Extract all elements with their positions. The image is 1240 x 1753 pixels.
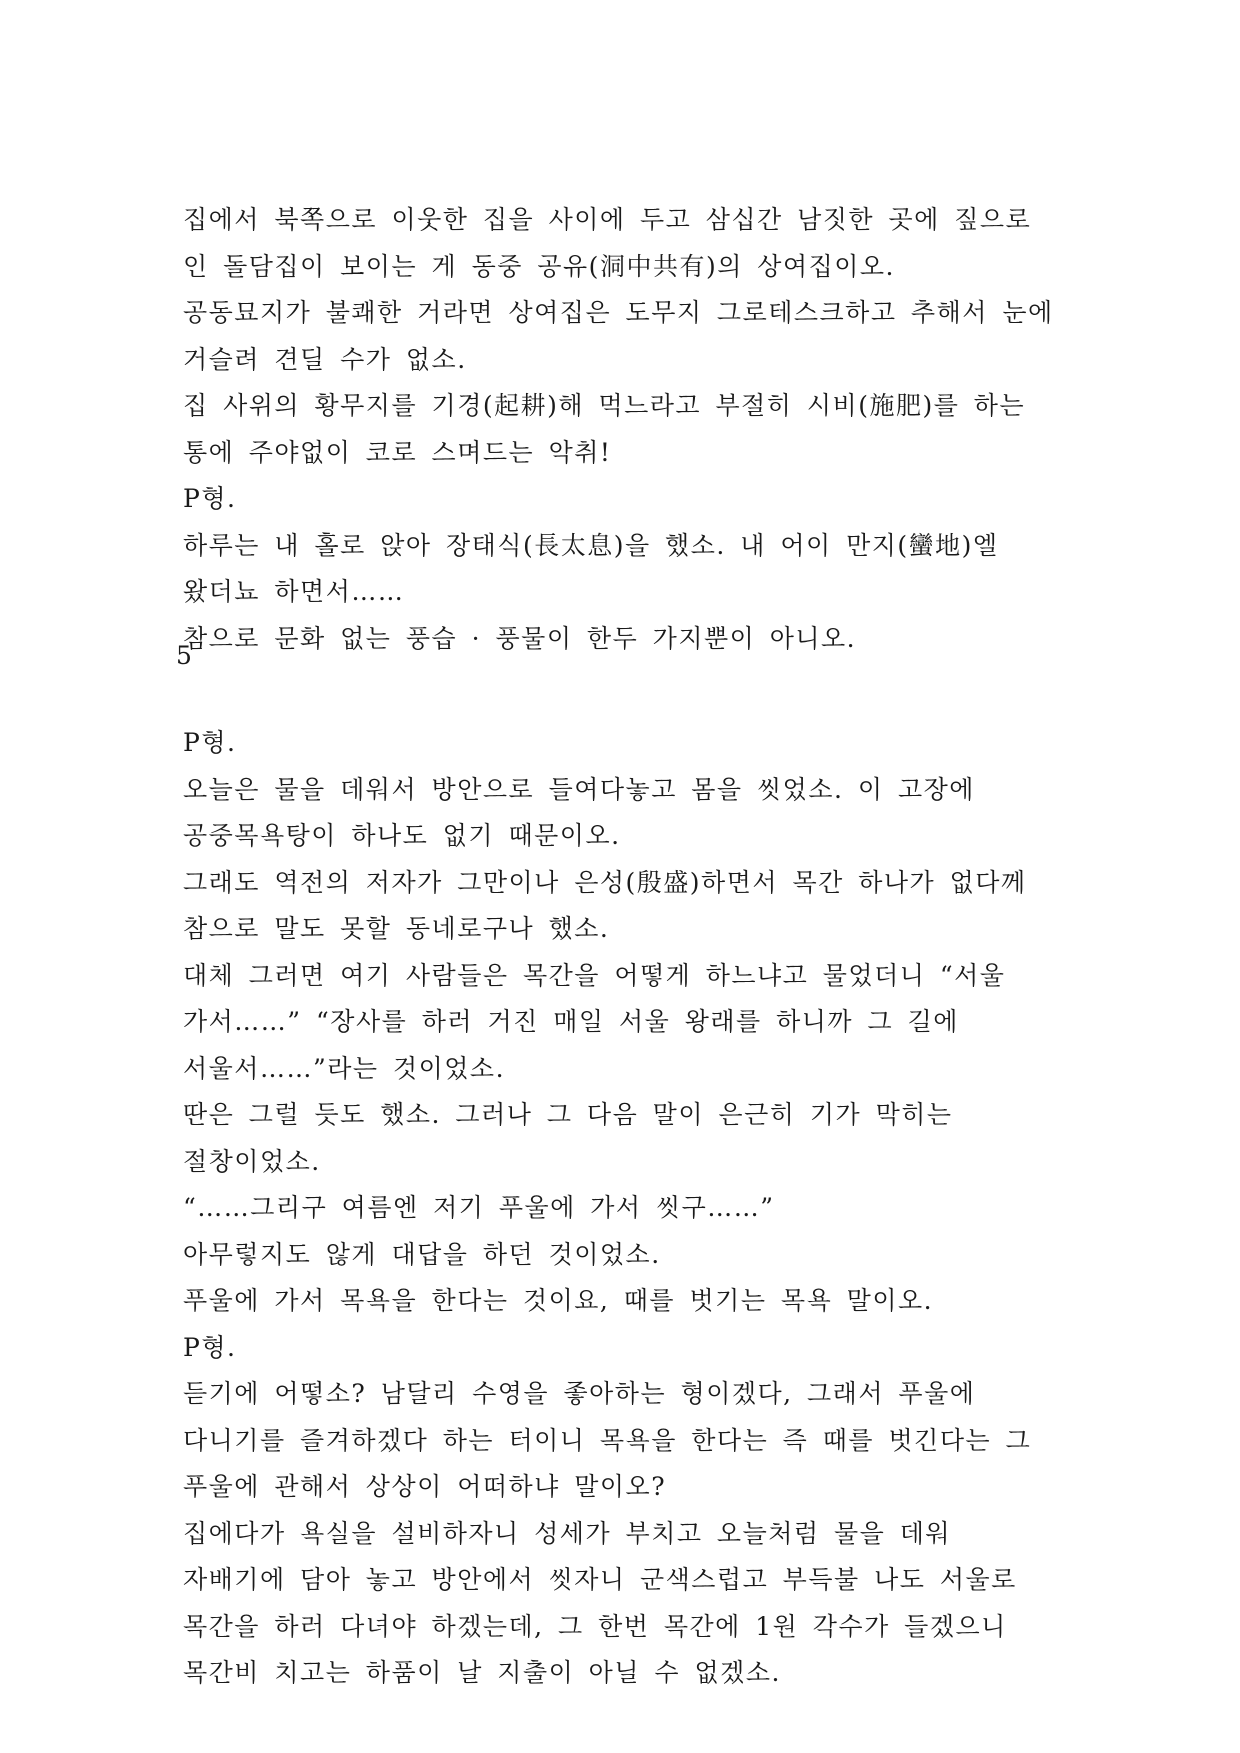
paragraph: 대체 그러면 여기 사람들은 목간을 어떻게 하느냐고 물었더니 “서울 가서……” “장사를 하러 거진 매일 서울 왕래를 하니까 그 길에 서울서……”라는 것이었소.: [183, 960, 1006, 1083]
text-block-lower: [183, 720, 1063, 1697]
text-block-upper: [183, 197, 1063, 662]
paragraph: 참으로 문화 없는 풍습 · 풍물이 한두 가지뿐이 아니오.: [183, 623, 857, 653]
paragraph: 집에서 북쪽으로 이웃한 집을 사이에 두고 삼십간 남짓한 곳에 짚으로 인 돌담집이 보이는 게 동중 공유(洞中共有)의 상여집이오.: [183, 205, 1032, 281]
paragraph: 공동묘지가 불쾌한 거라면 상여집은 도무지 그로테스크하고 추해서 눈에 거슬려 견딜 수가 없소.: [183, 298, 1054, 374]
paragraph: P형.: [183, 484, 237, 513]
paragraph: 그래도 역전의 저자가 그만이나 은성(殷盛)하면서 목간 하나가 없다께 참으로 말도 못할 동네로구나 했소.: [183, 867, 1027, 943]
paragraph: 푸울에 가서 목욕을 한다는 것이요, 때를 벗기는 목욕 말이오.: [183, 1286, 934, 1315]
paragraph: P형.: [183, 728, 237, 757]
paragraph: 오늘은 물을 데워서 방안으로 들여다놓고 몸을 씻었소. 이 고장에 공중목욕탕이 하나도 없기 때문이오.: [183, 774, 975, 850]
paragraph: 딴은 그럴 듯도 했소. 그러나 그 다음 말이 은근히 기가 막히는 절창이었소.: [183, 1100, 953, 1176]
paragraph: 집 사위의 황무지를 기경(起耕)해 먹느라고 부절히 시비(施肥)를 하는 통에 주야없이 코로 스며드는 악취!: [183, 391, 1026, 467]
paragraph: P형.: [183, 1332, 237, 1362]
paragraph: “……그리구 여름엔 저기 푸울에 가서 씻구……”: [183, 1193, 775, 1222]
paragraph: 듣기에 어떻소? 남달리 수영을 좋아하는 형이겠다, 그래서 푸울에 다니기를 즐겨하겠다 하는 터이니 목욕을 한다는 즉 때를 벗긴다는 그 푸울에 관해서 상상이 어떠하냐 말이오?: [183, 1379, 1032, 1501]
paragraph: 집에다가 욕실을 설비하자니 성세가 부치고 오늘처럼 물을 데워 자배기에 담아 놓고 방안에서 씻자니 군색스럽고 부득불 나도 서울로 목간을 하러 다녀야 하겠는데, 그 한번 목간에 1원 각수가 들겠으니 목간비 치고는 하품이 날 지출이 아닐 수 없겠소.: [183, 1518, 1017, 1687]
paragraph: 하루는 내 홀로 앉아 장태식(長太息)을 했소. 내 어이 만지(蠻地)엘 왔더뇨 하면서……: [183, 530, 999, 606]
paragraph: 아무렇지도 않게 대답을 하던 것이었소.: [183, 1239, 661, 1269]
section-number: 5: [176, 641, 193, 670]
